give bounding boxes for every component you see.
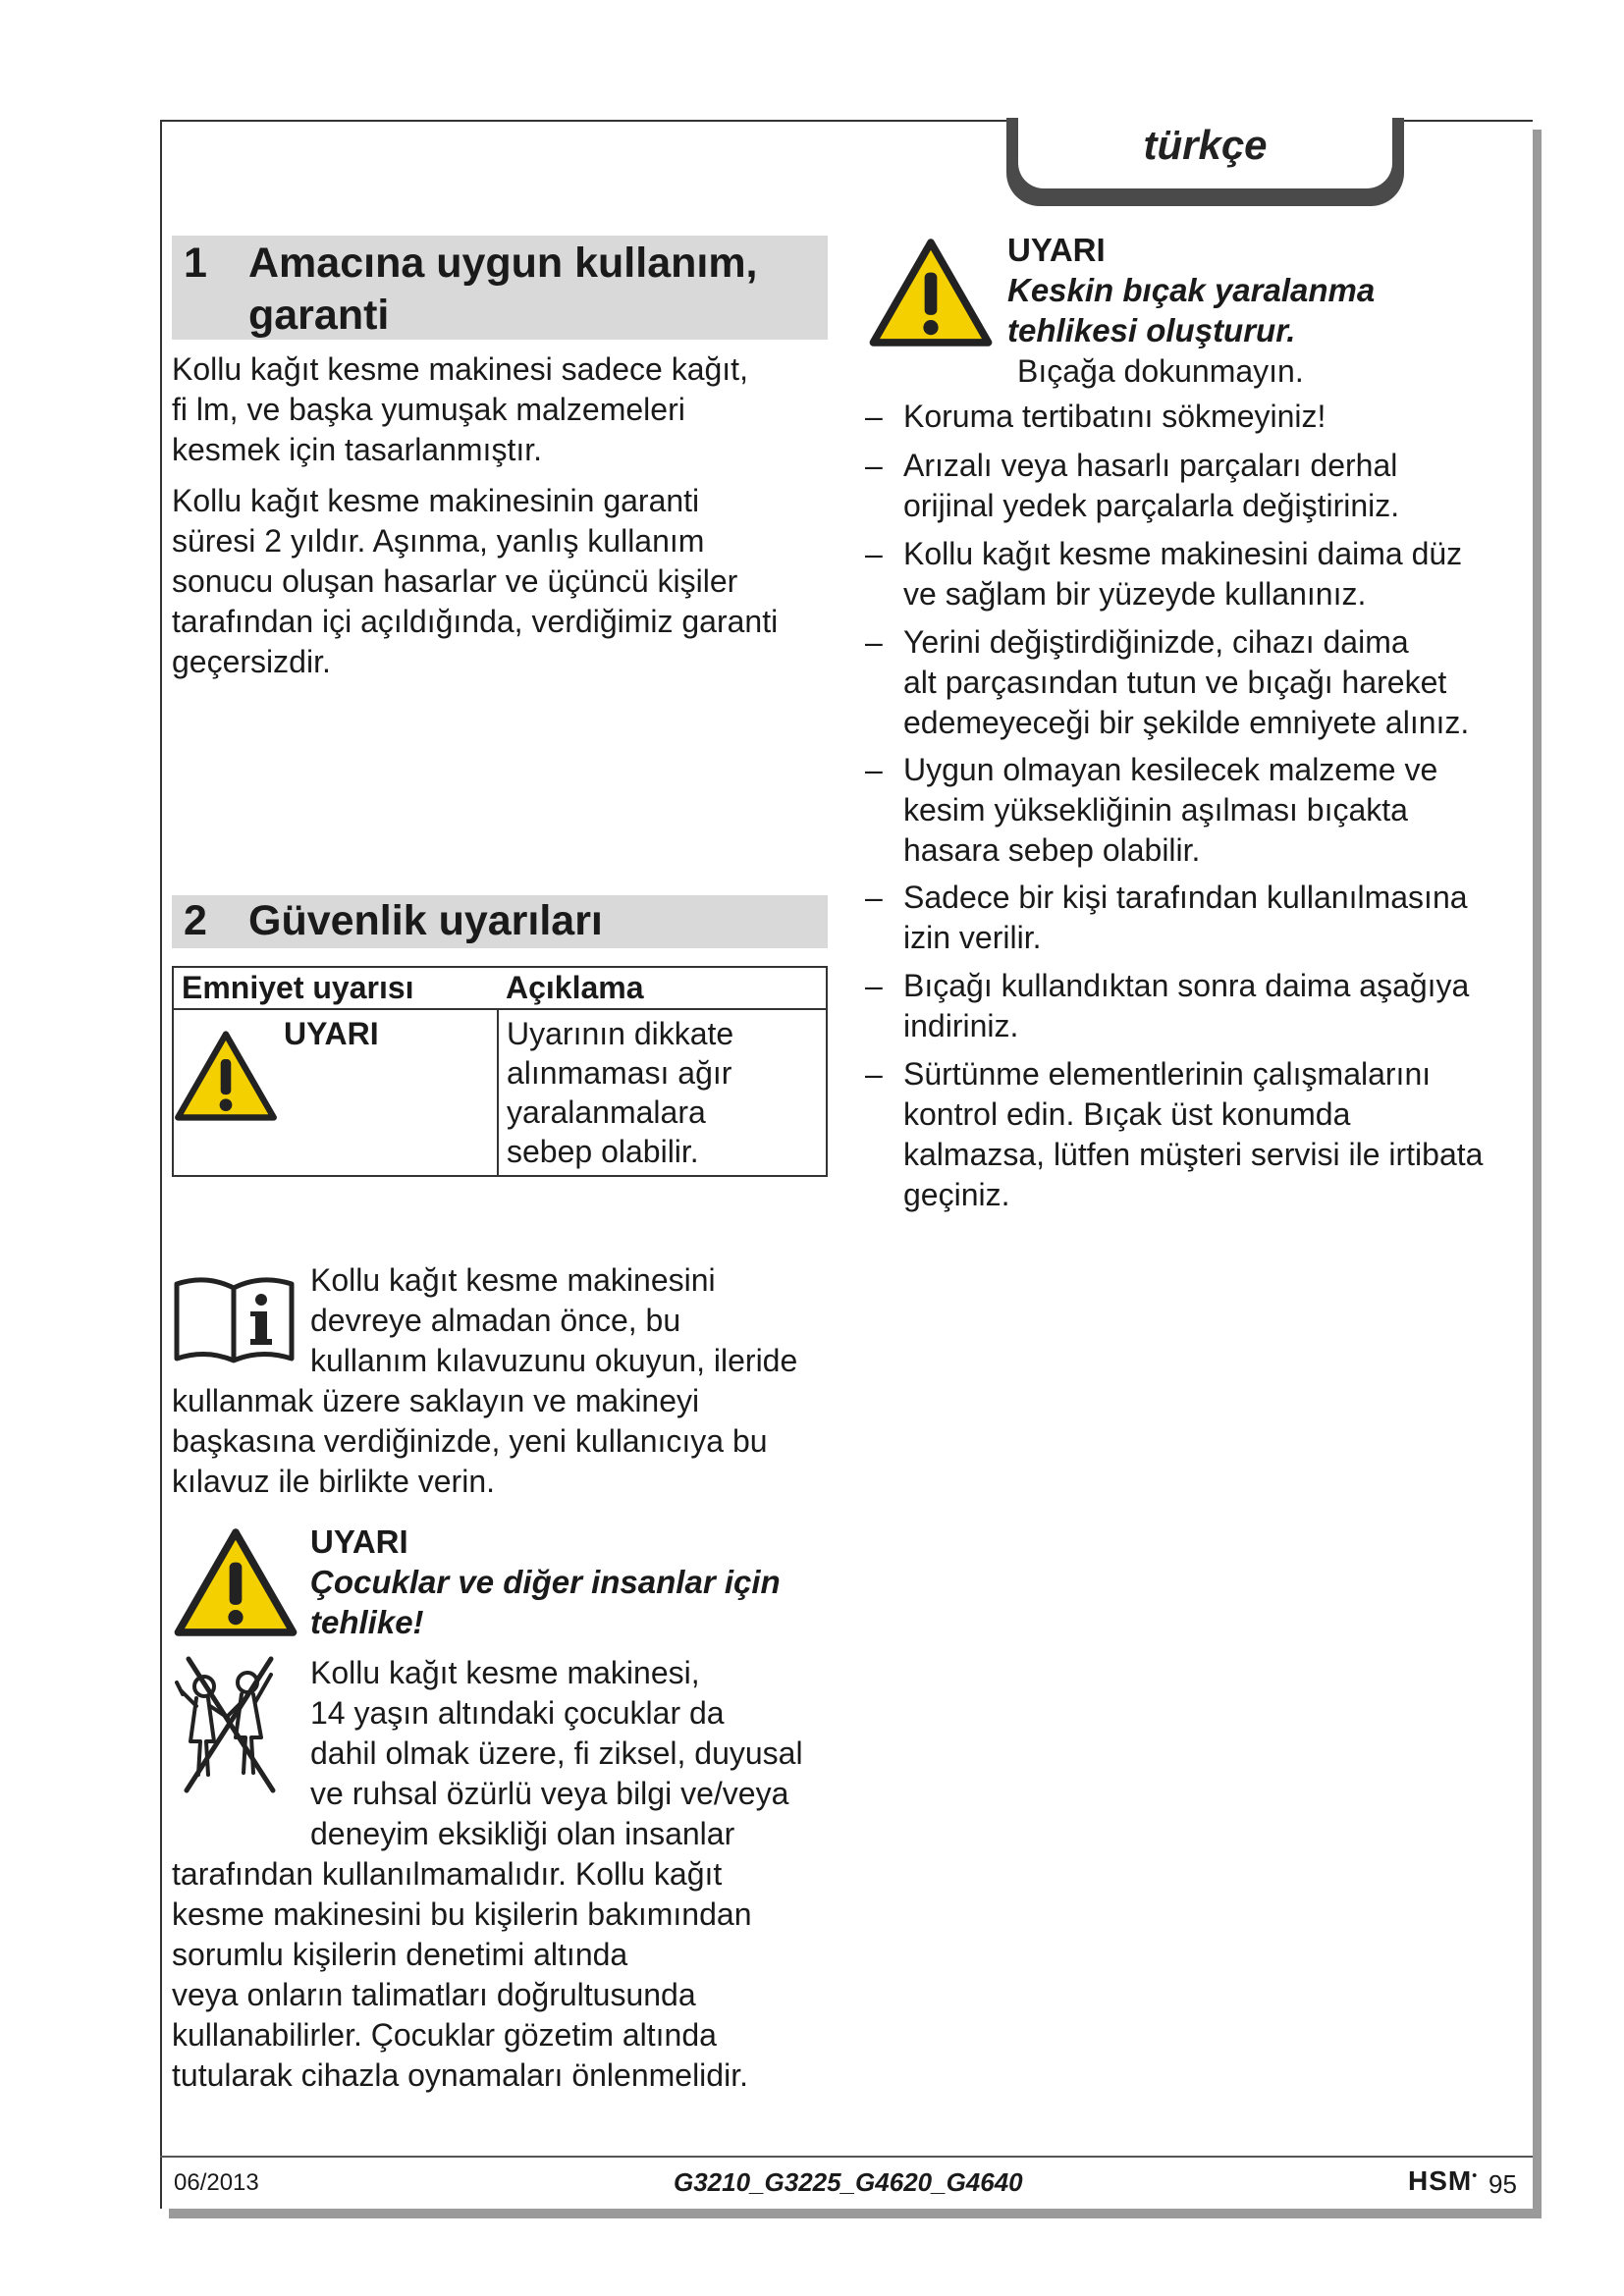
text-line: Kollu kağıt kesme makinesi sadece kağıt, <box>172 351 748 387</box>
children-title-line1: Çocuklar ve diğer insanlar için <box>310 1564 781 1600</box>
children-title-line2: tehlike! <box>310 1604 424 1640</box>
blade-title-line1: Keskin bıçak yaralanma <box>1007 272 1376 308</box>
text-line: Koruma tertibatını sökmeyiniz! <box>903 399 1326 434</box>
col2-header: Açıklama <box>498 967 827 1009</box>
bullet-dash: – <box>865 399 883 434</box>
text-line: deneyim eksikliği olan insanlar <box>310 1816 735 1851</box>
text-line: Bıçağı kullandıktan sonra daima aşağıya <box>903 968 1470 1003</box>
text-line: Kollu kağıt kesme makinesini <box>310 1262 716 1298</box>
bullet-dash: – <box>865 448 883 483</box>
text-line: sorumlu kişilerin denetimi altında <box>172 1937 628 1972</box>
blade-title-line2: tehlikesi oluşturur. <box>1007 312 1296 348</box>
children-warning-title <box>310 1522 781 1642</box>
warning-triangle-icon <box>174 1030 278 1122</box>
bullet-dash: – <box>865 1056 883 1092</box>
text-line: Yerini değiştirdiğinizde, cihazı daima <box>903 624 1409 660</box>
brand-mark: • <box>1472 2166 1479 2183</box>
text-line: Kollu kağıt kesme makinesi, <box>310 1655 700 1690</box>
section1-para1 <box>172 349 839 470</box>
text-line: izin verilir. <box>903 920 1042 955</box>
bullet-dash: – <box>865 880 883 915</box>
text-line: kontrol edin. Bıçak üst konumda <box>903 1096 1351 1132</box>
text-line: alınmaması ağır <box>507 1055 732 1091</box>
text-line: Uygun olmayan kesilecek malzeme ve <box>903 752 1438 787</box>
text-line: alt parçasından tutun ve bıçağı hareket <box>903 665 1447 700</box>
text-line: hasara sebep olabilir. <box>903 832 1201 868</box>
bullet-dash: – <box>865 536 883 571</box>
blade-warning-title <box>1007 230 1375 350</box>
text-line: kesmek için tasarlanmıştır. <box>172 432 542 467</box>
safety-table-symbol-cell <box>173 1009 498 1176</box>
col1-header: Emniyet uyarısı <box>173 967 498 1009</box>
table-signal-word: UYARI <box>284 1016 379 1051</box>
text-line: Uyarının dikkate <box>507 1016 734 1051</box>
manual-note-indented <box>310 1260 840 1381</box>
section2-title: Güvenlik uyarıları <box>248 897 603 944</box>
manual-note-full <box>172 1381 849 1502</box>
section2-heading <box>172 895 828 948</box>
children-signal-word: UYARI <box>310 1523 408 1560</box>
safety-table-header <box>173 967 827 1009</box>
text-line: fi lm, ve başka yumuşak malzemeleri <box>172 392 685 427</box>
text-line: devreye almadan önce, bu <box>310 1303 681 1338</box>
text-line: tarafından içi açıldığında, verdiğimiz garanti <box>172 604 779 639</box>
text-line: orijinal yedek parçalarla değiştiriniz. <box>903 488 1400 523</box>
text-line: ve sağlam bir yüzeyde kullanınız. <box>903 576 1367 612</box>
text-line: Arızalı veya hasarlı parçaları derhal <box>903 448 1398 483</box>
text-line: Kollu kağıt kesme makinesini daima düz <box>903 536 1463 571</box>
section1-title-line1: Amacına uygun kullanım, <box>248 240 758 287</box>
brand-name: HSM <box>1408 2165 1473 2196</box>
blade-instruction: Bıçağa dokunmayın. <box>1017 353 1304 389</box>
footer-date: 06/2013 <box>174 2169 259 2196</box>
no-children-icon <box>175 1653 283 1795</box>
section1-number: 1 <box>184 240 207 287</box>
text-line: dahil olmak üzere, fi ziksel, duyusal <box>310 1735 803 1771</box>
bullet-dash: – <box>865 624 883 660</box>
children-warning-indented <box>310 1653 860 1854</box>
section1-para2 <box>172 481 839 682</box>
text-line: kesme makinesini bu kişilerin bakımından <box>172 1896 752 1932</box>
text-line: sonucu oluşan hasarlar ve üçüncü kişiler <box>172 563 738 599</box>
text-line: kılavuz ile birlikte verin. <box>172 1464 495 1499</box>
text-line: indiriniz. <box>903 1008 1019 1043</box>
text-line: kullanabilirler. Çocuklar gözetim altında <box>172 2017 717 2053</box>
text-line: başkasına verdiğinizde, yeni kullanıcıya bu <box>172 1423 768 1459</box>
text-line: Sadece bir kişi tarafından kullanılmasına <box>903 880 1468 915</box>
language-label: türkçe <box>1143 122 1268 168</box>
text-line: sebep olabilir. <box>507 1134 699 1169</box>
text-line: geçiniz. <box>903 1177 1010 1212</box>
bullet-dash: – <box>865 752 883 787</box>
section1-title-line2: garanti <box>248 292 390 339</box>
text-line: kullanmak üzere saklayın ve makineyi <box>172 1383 700 1418</box>
children-warning-full <box>172 1854 849 2096</box>
warning-triangle-icon <box>173 1527 298 1637</box>
brand-logo <box>1408 2165 1478 2197</box>
text-line: Sürtünme elementlerinin çalışmalarını <box>903 1056 1432 1092</box>
text-line: geçersizdir. <box>172 644 331 679</box>
text-line: veya onların talimatları doğrultusunda <box>172 1977 696 2012</box>
safety-table <box>172 966 828 1177</box>
section2-number: 2 <box>184 897 207 944</box>
text-line: edemeyeceği bir şekilde emniyete alınız. <box>903 705 1470 740</box>
safety-table-row <box>173 1009 827 1176</box>
footer-models: G3210_G3225_G4620_G4640 <box>674 2167 1023 2197</box>
read-manual-icon <box>173 1266 296 1364</box>
text-line: kesim yüksekliğinin aşılması bıçakta <box>903 792 1408 828</box>
page-number: 95 <box>1489 2169 1517 2199</box>
text-line: kalmazsa, lütfen müşteri servisi ile irtibata <box>903 1137 1484 1172</box>
text-line: ve ruhsal özürlü veya bilgi ve/veya <box>310 1776 789 1811</box>
blade-signal-word: UYARI <box>1007 232 1106 268</box>
text-line: tarafından kullanılmamalıdır. Kollu kağıt <box>172 1856 723 1892</box>
text-line: yaralanmalara <box>507 1095 706 1130</box>
text-line: süresi 2 yıldır. Aşınma, yanlış kullanım <box>172 523 705 559</box>
text-line: kullanım kılavuzunu okuyun, ileride <box>310 1343 798 1378</box>
bullet-dash: – <box>865 968 883 1003</box>
text-line: 14 yaşın altındaki çocuklar da <box>310 1695 725 1731</box>
warning-triangle-icon <box>868 238 994 347</box>
text-line: Kollu kağıt kesme makinesinin garanti <box>172 483 700 518</box>
text-line: tutularak cihazla oynamaları önlenmelidir. <box>172 2057 748 2093</box>
footer-divider <box>160 2156 1533 2158</box>
safety-table-description <box>498 1009 827 1176</box>
section1-heading <box>172 236 828 340</box>
